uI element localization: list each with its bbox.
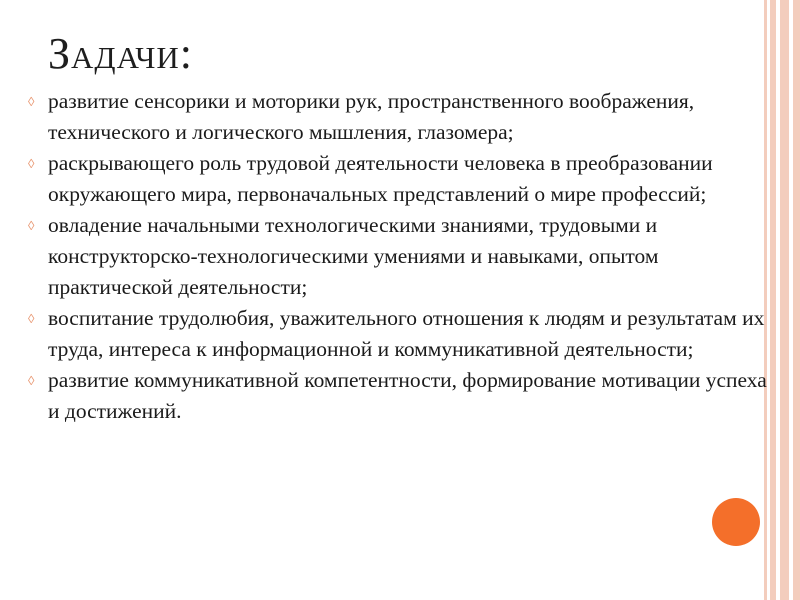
bullet-text: развитие коммуникативной компетентности, формирование мотивации успеха и достижений. [48, 368, 767, 423]
bullet-item [28, 148, 770, 210]
bullet-list [28, 86, 770, 427]
stripe [770, 0, 776, 600]
bullet-text: развитие сенсорики и моторики рук, пространственного воображения, технического и логического мышления, глазомера; [48, 89, 695, 144]
stripe [793, 0, 800, 600]
bullet-icon: ◊ [28, 94, 35, 109]
bullet-item [28, 210, 770, 303]
bullet-icon: ◊ [28, 218, 35, 233]
bullet-icon: ◊ [28, 311, 35, 326]
bullet-item [28, 365, 770, 427]
bullet-text: раскрывающего роль трудовой деятельности человека в преобразовании окружающего мира, первоначальных представлений о мире профессий; [48, 151, 713, 206]
bullet-icon: ◊ [28, 373, 35, 388]
decorative-circle [712, 498, 760, 546]
bullet-icon: ◊ [28, 156, 35, 171]
bullet-text: овладение начальными технологическими знаниями, трудовыми и конструкторско-технологическими умениями и навыками, опытом практической деятельности; [48, 213, 659, 299]
stripe [780, 0, 789, 600]
bullet-item [28, 303, 770, 365]
bullet-item [28, 86, 770, 148]
slide-title: Задачи: [48, 29, 194, 78]
bullet-text: воспитание трудолюбия, уважительного отношения к людям и результатам их труда, интереса к информационной и коммуникативной деятельности; [48, 306, 765, 361]
